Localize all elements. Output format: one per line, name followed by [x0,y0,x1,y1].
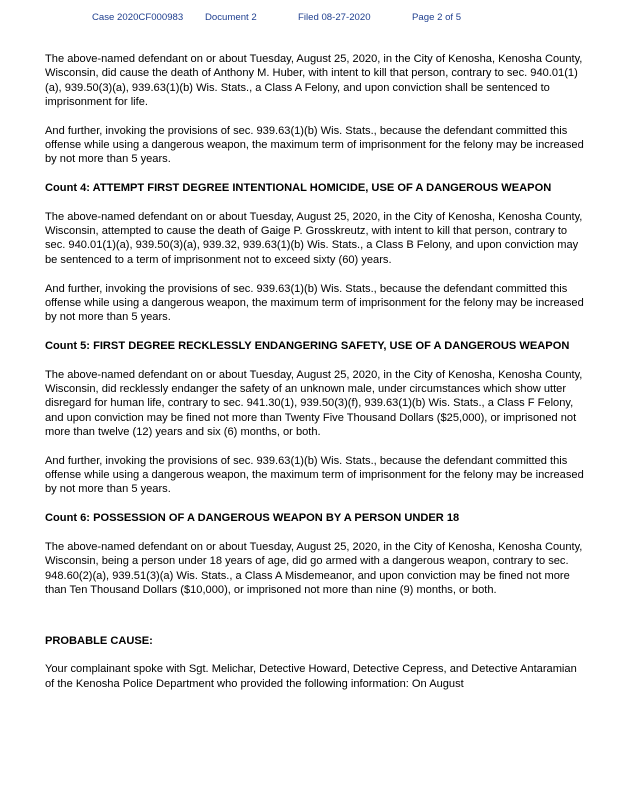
count4-paragraph-2: And further, invoking the provisions of sec. 939.63(1)(b) Wis. Stats., because the defendant committed this offense while using a dangerous weapon, the maximum term of imprisonment for the felony may be increased by not more than 5 years. [45,282,584,324]
document-number: Document 2 [205,12,257,23]
page-number: Page 2 of 5 [412,12,462,23]
count4-heading: Count 4: ATTEMPT FIRST DEGREE INTENTIONAL HOMICIDE, USE OF A DANGEROUS WEAPON [45,182,552,195]
filed-date: Filed 08-27-2020 [298,12,371,23]
probable-cause-heading: PROBABLE CAUSE: [45,634,153,647]
count6-paragraph-1: The above-named defendant on or about Tuesday, August 25, 2020, in the City of Kenosha, Kenosha County, Wisconsin, being a person under 18 years of age, did go armed with a dangerous weapon, contrary to sec. 948.60(2)(a), 939.51(3)(a) Wis. Stats., a Class A Misdemeanor, and upon conviction may be fined not more than Ten Thousand Dollars ($10,000), or imprisoned not more than nine (9) months, or both. [45,540,583,596]
document-body [45,52,585,691]
case-number: Case 2020CF000983 [92,12,184,23]
count5-paragraph-2: And further, invoking the provisions of sec. 939.63(1)(b) Wis. Stats., because the defendant committed this offense while using a dangerous weapon, the maximum term of imprisonment for the felony may be increased by not more than 5 years. [45,454,584,496]
page-header [0,12,618,26]
count5-paragraph-1: The above-named defendant on or about Tuesday, August 25, 2020, in the City of Kenosha, Kenosha County, Wisconsin, did recklessly endanger the safety of an unknown male, under circumstances which show utter disregard for human life, contrary to sec. 941.30(1), 939.50(3)(f), 939.63(1)(b) Wis. Stats., a Class F Felony, and upon conviction may be fined not more than Twenty Five Thousand Dollars ($25,000), or imprisoned not more than twelve (12) years and six (6) months, or both. [45,368,583,438]
count4-paragraph-1: The above-named defendant on or about Tuesday, August 25, 2020, in the City of Kenosha, Kenosha County, Wisconsin, attempted to cause the death of Gaige P. Grosskreutz, with intent to kill that person, contrary to sec. 940.01(1)(a), 939.50(3)(a), 939.32, 939.63(1)(b) Wis. Stats., a Class B Felony, and upon conviction may be sentenced to a term of imprisonment not to exceed sixty (60) years. [45,210,583,266]
count5-heading: Count 5: FIRST DEGREE RECKLESSLY ENDANGERING SAFETY, USE OF A DANGEROUS WEAPON [45,339,570,352]
count3-paragraph-1: The above-named defendant on or about Tuesday, August 25, 2020, in the City of Kenosha, Kenosha County, Wisconsin, did cause the death of Anthony M. Huber, with intent to kill that person, contrary to sec. 940.01(1)(a), 939.50(3)(a), 939.63(1)(b) Wis. Stats., a Class A Felony, and upon conviction shall be sentenced to imprisonment for life. [45,53,583,108]
count3-paragraph-2: And further, invoking the provisions of sec. 939.63(1)(b) Wis. Stats., because the defendant committed this offense while using a dangerous weapon, the maximum term of imprisonment for the felony may be increased by not more than 5 years. [45,124,584,166]
probable-cause-paragraph: Your complainant spoke with Sgt. Melichar, Detective Howard, Detective Cepress, and Detective Antaramian of the Kenosha Police Department who provided the following information: On August [45,663,577,690]
count6-heading: Count 6: POSSESSION OF A DANGEROUS WEAPON BY A PERSON UNDER 18 [45,512,460,525]
